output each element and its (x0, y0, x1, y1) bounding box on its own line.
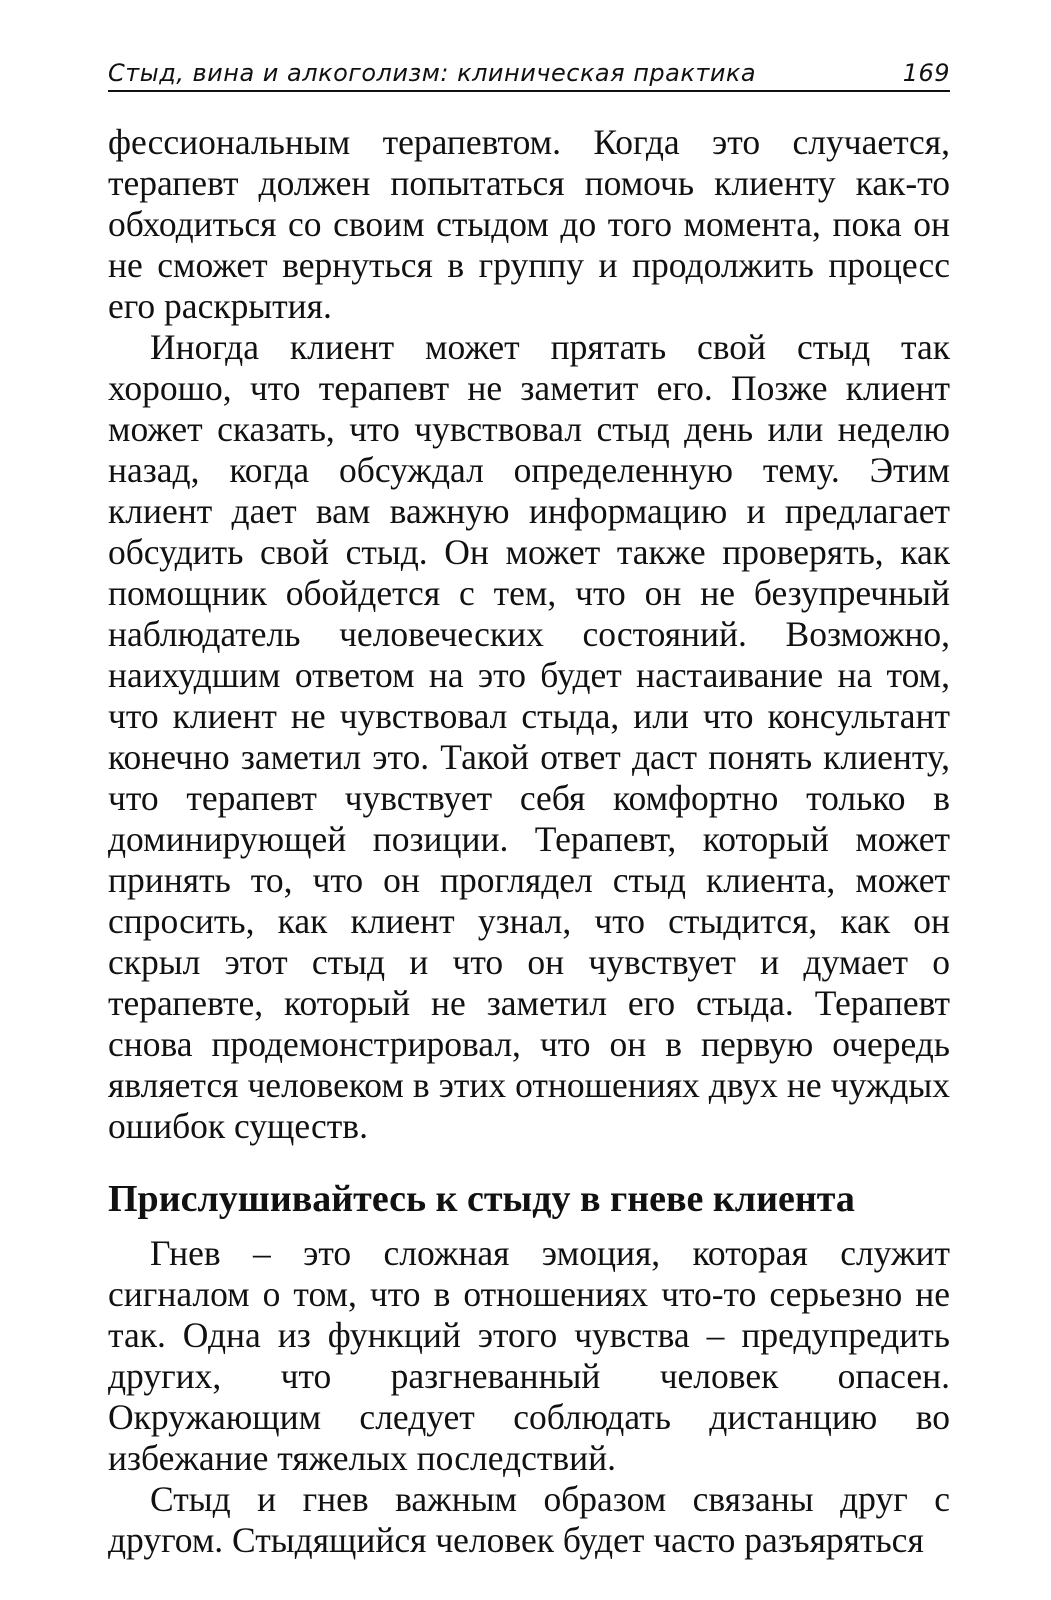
book-page (108, 58, 950, 1561)
page-body (108, 122, 950, 1561)
paragraph-continuation: фессиональным терапевтом. Когда это случается, терапевт должен попытаться помочь клиенту как-то обходиться со своим стыдом до того момента, пока он не сможет вернуться в группу и продолжить процесс его раскрытия. (108, 122, 950, 326)
running-title: Стыд, вина и алкоголизм: клиническая практика (108, 59, 757, 87)
paragraph: Иногда клиент может прятать свой стыд так хорошо, что терапевт не заметит его. Позже клиент может сказать, что чувствовал стыд день или неделю назад, когда обсуждал определенную тему. Этим клиент дает вам важную информацию и предлагает обсудить свой стыд. Он может также проверять, как помощник обойдется с тем, что он не безупречный наблюдатель человеческих состояний. Возможно, наихудшим ответом на это будет настаивание на том, что клиент не чувствовал стыда, или что консультант конечно заметил это. Такой ответ даст понять клиенту, что терапевт чувствует себя комфортно только в доминирующей позиции. Терапевт, который может принять то, что он проглядел стыд клиента, может спросить, как клиент узнал, что стыдится, как он скрыл этот стыд и что он чувствует и думает о терапевте, который не заметил его стыда. Терапевт снова продемонстрировал, что он в первую очередь является человеком в этих отношениях двух не чуждых ошибок существ. (108, 327, 950, 1146)
section-heading: Прислушивайтесь к стыду в гневе клиента (108, 1178, 855, 1220)
page-number: 169 (902, 59, 950, 87)
paragraph: Стыд и гнев важным образом связаны друг с другом. Стыдящийся человек будет часто разъяряться (108, 1479, 950, 1560)
paragraph: Гнев – это сложная эмоция, которая служит сигналом о том, что в отношениях что-то серьезно не так. Одна из функций этого чувства – предупредить других, что разгневанный человек опасен. Окружающим следует соблюдать дистанцию во избежание тяжелых последствий. (108, 1233, 950, 1478)
running-header (108, 58, 950, 92)
